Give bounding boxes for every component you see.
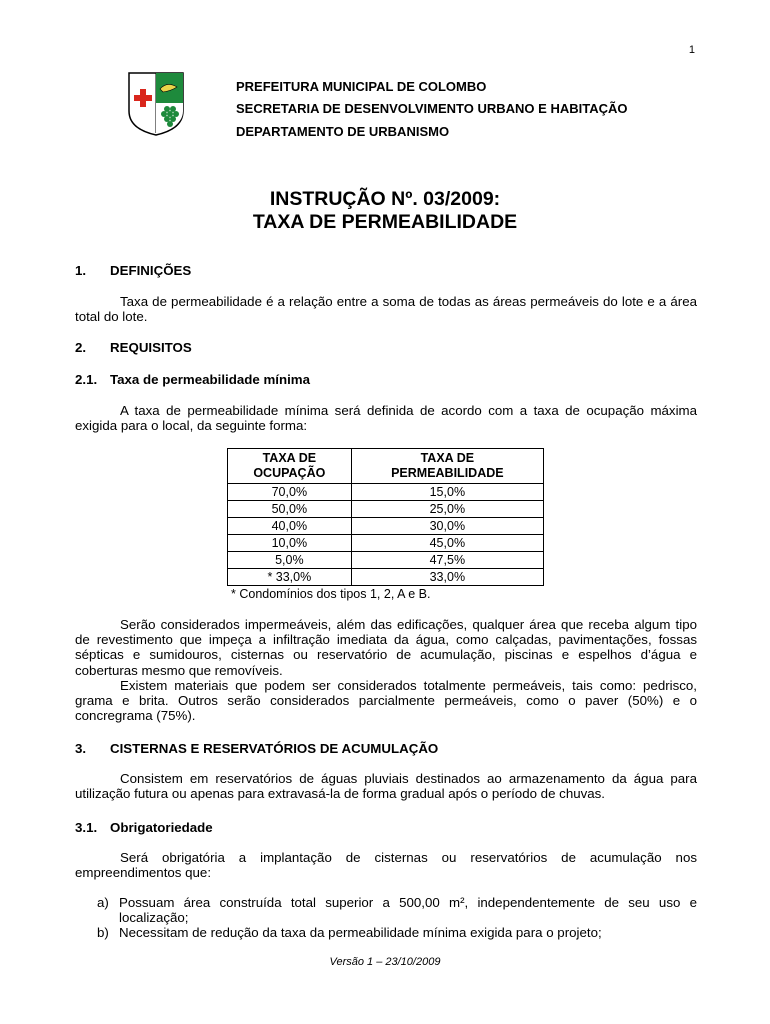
list-item-label: b) [97,925,109,941]
table-header-permeabilidade: TAXA DE PERMEABILIDADE [351,449,543,484]
list-item-label: a) [97,895,109,910]
section-2-1-title: Taxa de permeabilidade mínima [110,372,311,387]
page-number: 1 [688,44,695,56]
table-cell: 33,0% [351,569,543,586]
header-secretaria: SECRETARIA DE DESENVOLVIMENTO URBANO E HABITAÇÃO [236,101,628,116]
header-prefeitura: PREFEITURA MUNICIPAL DE COLOMBO [236,79,487,94]
list-item [97,925,697,940]
table-row [228,569,544,586]
table-cell: * 33,0% [228,569,352,586]
table-row [228,518,544,535]
document-title-line2: TAXA DE PERMEABILIDADE [252,211,518,233]
section-2-title: REQUISITOS [110,340,192,355]
list-item-text: Necessitam de redução da taxa da permeabilidade mínima exigida para o projeto; [119,925,602,941]
table-footnote: * Condomínios dos tipos 1, 2, A e B. [231,587,431,601]
table-cell: 47,5% [351,552,543,569]
colombo-coat-of-arms-logo [127,71,185,137]
section-1-title: DEFINIÇÕES [110,263,192,278]
table-cell: 40,0% [228,518,352,535]
section-1-heading [75,263,191,278]
section-2-heading [75,340,192,355]
table-row [228,501,544,518]
table-row [228,552,544,569]
section-3-1-heading [75,820,213,835]
impermeable-paragraph: Serão considerados impermeáveis, além das edificações, qualquer área que receba algum tipo de revestimento que impeça a infiltração imediata da água, como calçadas, pavimentações, fossas sépticas e sumidouros, cisternas ou reservatório de acumulação, piscinas e espelhos d’água e coberturas mesmo que removíveis. [75,617,697,678]
document-title-line1: INSTRUÇÃO Nº. 03/2009: [269,188,501,210]
table-cell: 70,0% [228,484,352,501]
table-cell: 10,0% [228,535,352,552]
section-2-1-number: 2.1. [75,372,98,387]
requirements-list [97,895,697,941]
section-2-1-heading [75,372,310,387]
section-1-paragraph: Taxa de permeabilidade é a relação entre a soma de todas as áreas permeáveis do lote e a área total do lote. [75,294,697,325]
materials-paragraph: Existem materiais que podem ser considerados totalmente permeáveis, tais como: pedrisco, grama e brita. Outros serão considerados parcialmente permeáveis, como o paver (50%) e o concregrama (75%). [75,678,697,724]
table-cell: 5,0% [228,552,352,569]
table-row [228,484,544,501]
header-departamento: DEPARTAMENTO DE URBANISMO [236,124,450,139]
table-header-row [228,449,544,484]
table-cell: 30,0% [351,518,543,535]
table-cell: 25,0% [351,501,543,518]
footer-version: Versão 1 – 23/10/2009 [329,956,441,968]
section-3-1-title: Obrigatoriedade [110,820,213,835]
section-2-number: 2. [75,340,87,355]
section-3-number: 3. [75,741,87,756]
section-3-paragraph: Consistem em reservatórios de águas pluviais destinados ao armazenamento da água para utilização futura ou apenas para extravasá-la de forma gradual após o período de chuvas. [75,771,697,802]
section-3-1-number: 3.1. [75,820,98,835]
section-3-1-paragraph: Será obrigatória a implantação de cisternas ou reservatórios de acumulação nos empreendimentos que: [75,850,697,881]
list-item [97,895,697,925]
section-1-number: 1. [75,263,87,278]
table-cell: 50,0% [228,501,352,518]
section-3-heading [75,741,438,756]
table-cell: 45,0% [351,535,543,552]
section-2-1-paragraph: A taxa de permeabilidade mínima será definida de acordo com a taxa de ocupação máxima exigida para o local, da seguinte forma: [75,403,697,434]
section-3-title: CISTERNAS E RESERVATÓRIOS DE ACUMULAÇÃO [110,741,439,756]
table-header-ocupacao: TAXA DE OCUPAÇÃO [228,449,352,484]
permeability-table [227,448,544,586]
list-item-text: Possuam área construída total superior a 500,00 m², independentemente de seu uso e localização; [119,895,697,926]
table-cell: 15,0% [351,484,543,501]
table-row [228,535,544,552]
